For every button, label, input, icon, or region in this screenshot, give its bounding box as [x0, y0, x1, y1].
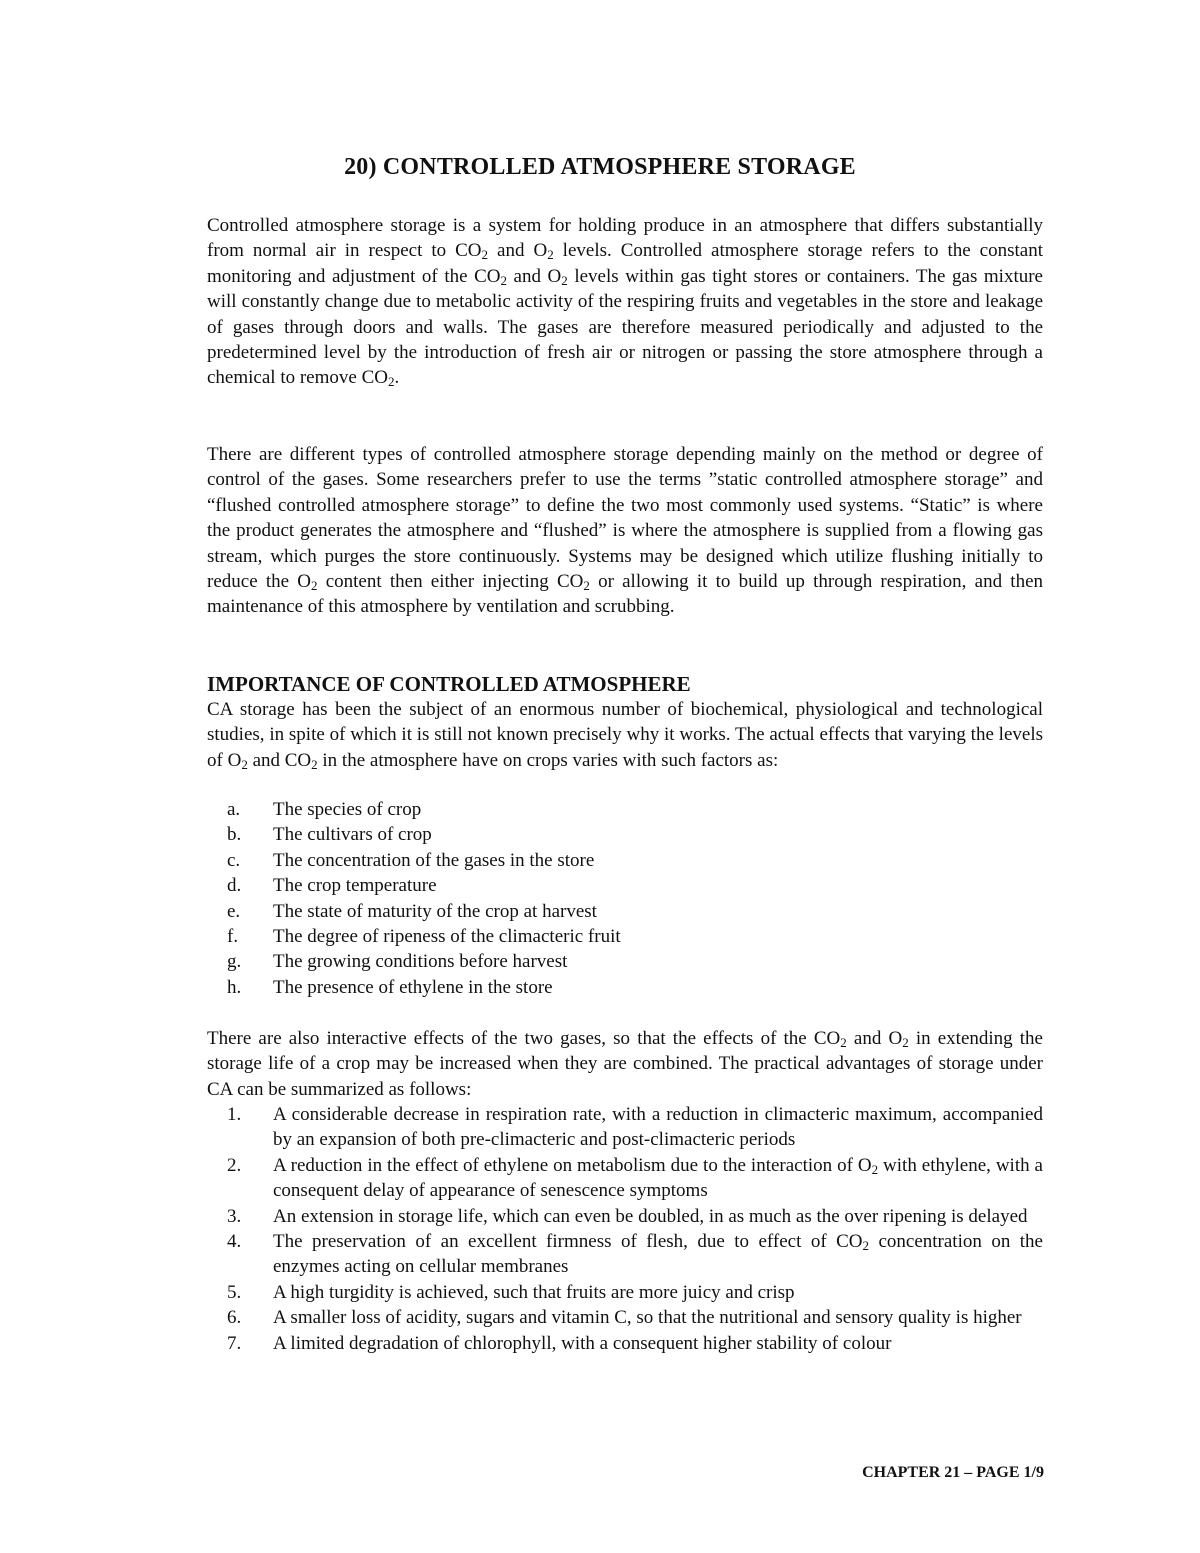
list-item-text: The growing conditions before harvest [273, 951, 568, 973]
list-item-text: The preservation of an excellent firmness of flesh, due to effect of $CO_2$ concentration on the enzymes acting on cellular membranes [273, 1231, 1043, 1278]
list-item [207, 848, 1043, 873]
subscript: 2 [311, 756, 318, 772]
subscript: 2 [862, 1238, 870, 1254]
list-item-text: A limited degradation of chlorophyll, with a consequent higher stability of colour [273, 1332, 892, 1354]
list-item-text: The presence of ethylene in the store [273, 976, 553, 998]
list-marker: 5. [227, 1281, 242, 1303]
list-marker: 3. [227, 1205, 242, 1227]
types-paragraph: There are different types of controlled atmosphere storage depending mainly on the method or degree of control of the gases. Some researchers prefer to use the terms ”static controlled atmosphere storage” and “flushed controlled atmosphere storage” to define the two most commonly used systems. “Static” is where the product generates the atmosphere and “flushed” is where the atmosphere is supplied from a flowing gas stream, which purges the store continuously. Systems may be designed which utilize flushing initially to reduce the $O_2$ content then either injecting $CO_2$ or allowing it to build up through respiration, and then maintenance of this atmosphere by ventilation and scrubbing. [207, 444, 1044, 618]
subscript: 2 [840, 1035, 847, 1050]
list-marker: d. [227, 875, 242, 897]
list-item-text: The state of maturity of the crop at harvest [273, 900, 597, 922]
subscript: 2 [387, 374, 395, 390]
advantages-list [207, 1102, 1043, 1356]
list-item [207, 1305, 1043, 1330]
page-title: 20) CONTROLLED ATMOSPHERE STORAGE [344, 154, 856, 180]
subscript: 2 [561, 272, 568, 288]
list-item [207, 899, 1043, 924]
list-item [207, 924, 1043, 949]
list-item [207, 797, 1043, 822]
interactive-effects-paragraph: There are also interactive effects of the two gases, so that the effects of the $CO_2$ and $O_2$ in extending the storage life of a crop may be increased when they are combined. The practical advantages of storage under CA can be summarized as follows: [207, 1028, 1043, 1100]
subscript: 2 [547, 247, 554, 263]
list-item [207, 1204, 1043, 1229]
page-footer: CHAPTER 21 – PAGE 1/9 [862, 1464, 1044, 1481]
list-item-text: The crop temperature [273, 875, 437, 897]
section-heading: IMPORTANCE OF CONTROLLED ATMOSPHERE [207, 672, 691, 696]
list-marker: f. [227, 926, 239, 948]
subscript: 2 [902, 1035, 909, 1050]
list-item-text: The concentration of the gases in the store [273, 849, 595, 871]
list-item-text: A high turgidity is achieved, such that fruits are more juicy and crisp [273, 1281, 795, 1303]
list-item [207, 1153, 1043, 1204]
list-item-text: An extension in storage life, which can even be doubled, in as much as the over ripening is delayed [273, 1205, 1028, 1227]
list-marker: 6. [227, 1307, 242, 1329]
list-item [207, 1331, 1043, 1356]
intro-paragraph: Controlled atmosphere storage is a system for holding produce in an atmosphere that differs substantially from normal air in respect to $CO_2$ and $O_2$ levels. Controlled atmosphere storage refers to the constant monitoring and adjustment of the $CO_2$ and $O_2$ levels within gas tight stores or containers. The gas mixture will constantly change due to metabolic activity of the respiring fruits and vegetables in the store and leakage of gases through doors and walls. The gases are therefore measured periodically and adjusted to the predetermined level by the introduction of fresh air or nitrogen or passing the store atmosphere through a chemical to remove $CO_2$. [207, 215, 1043, 390]
list-item-text: A smaller loss of acidity, sugars and vitamin C, so that the nutritional and sensory quality is higher [273, 1307, 1022, 1329]
list-marker: h. [227, 976, 242, 998]
list-item [207, 1229, 1043, 1280]
list-item [207, 1280, 1043, 1305]
list-item [207, 1102, 1043, 1153]
list-item-text: A reduction in the effect of ethylene on metabolism due to the interaction of $O_2$ with ethylene, with a consequent delay of appearance of senescence symptoms [273, 1154, 1043, 1202]
subscript: 2 [481, 247, 489, 263]
list-marker: 4. [227, 1231, 242, 1253]
subscript: 2 [583, 578, 590, 594]
list-marker: b. [227, 824, 242, 846]
subscript: 2 [241, 756, 248, 772]
list-item [207, 949, 1043, 974]
list-item [207, 822, 1043, 847]
list-item-text: The cultivars of crop [273, 824, 432, 846]
list-item [207, 975, 1043, 1000]
list-marker: 7. [227, 1332, 242, 1354]
list-item [207, 873, 1043, 898]
list-marker: e. [227, 900, 241, 922]
factors-list [207, 797, 1043, 1000]
list-marker: 1. [227, 1104, 242, 1125]
list-marker: 2. [227, 1154, 242, 1176]
importance-paragraph: CA storage has been the subject of an enormous number of biochemical, physiological and technological studies, in spite of which it is still not known precisely why it works. The actual effects that varying the levels of $O_2$ and $CO_2$ in the atmosphere have on crops varies with such factors as: [207, 699, 1043, 772]
list-marker: a. [227, 799, 241, 820]
list-item-text: The degree of ripeness of the climacteric fruit [273, 926, 621, 948]
subscript: 2 [311, 578, 318, 594]
list-marker: g. [227, 951, 242, 973]
list-item-text: The species of crop [273, 799, 422, 820]
subscript: 2 [871, 1161, 879, 1177]
subscript: 2 [500, 272, 507, 288]
list-item-text: A considerable decrease in respiration rate, with a reduction in climacteric maximum, accompanied by an expansion of both pre-climacteric and post-climacteric periods [273, 1104, 1043, 1151]
list-marker: c. [227, 849, 241, 871]
